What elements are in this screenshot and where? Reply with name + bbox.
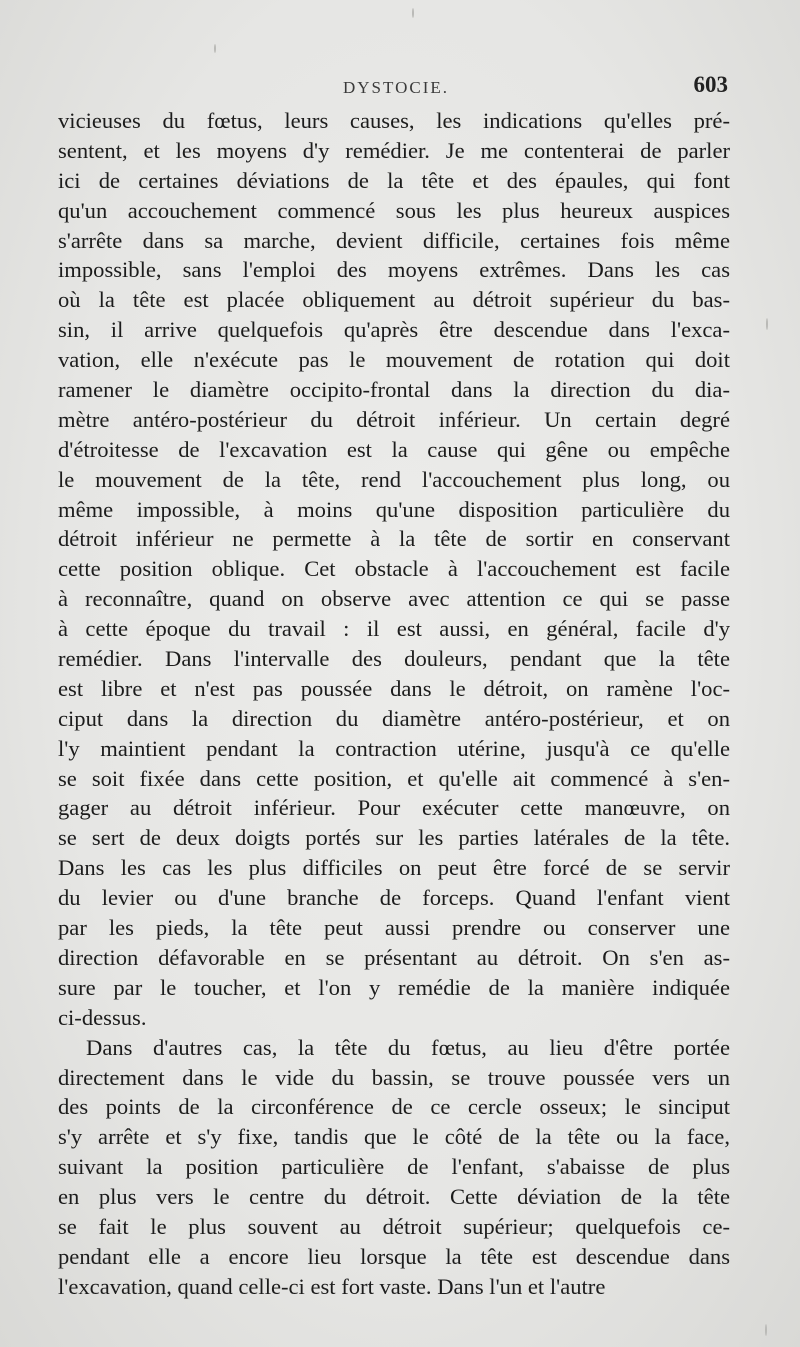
text-line: ci-dessus. <box>58 1004 147 1030</box>
text-line: qu'un accouchement commencé sous les plus heureux auspices <box>58 197 730 223</box>
text-line: ramener le diamètre occipito-frontal dans la direction du dia- <box>58 377 730 403</box>
paper-speck <box>766 318 768 330</box>
text-line: l'excavation, quand celle-ci est fort vaste. Dans l'un et l'autre <box>58 1273 606 1299</box>
text-line: où la tête est placée obliquement au détroit supérieur du bas- <box>58 287 730 313</box>
text-line: des points de la circonférence de ce cercle osseux; le sinciput <box>58 1094 730 1120</box>
text-line: direction défavorable en se présentant au détroit. On s'en as- <box>58 944 730 970</box>
text-line: ici de certaines déviations de la tête et des épaules, qui font <box>58 167 730 193</box>
text-line: directement dans le vide du bassin, se trouve poussée vers un <box>58 1064 730 1090</box>
paper-speck <box>412 8 414 18</box>
text-line: se sert de deux doigts portés sur les parties latérales de la tête. <box>58 825 730 851</box>
page-header <box>58 72 728 102</box>
text-line: ciput dans la direction du diamètre antéro-postérieur, et on <box>58 705 730 731</box>
text-line: est libre et n'est pas poussée dans le détroit, on ramène l'oc- <box>58 675 730 701</box>
text-line: s'y arrête et s'y fixe, tandis que le côté de la tête ou la face, <box>58 1124 730 1150</box>
text-line: même impossible, à moins qu'une disposition particulière du <box>58 496 730 522</box>
paper-speck <box>765 1324 767 1336</box>
text-line: du levier ou d'une branche de forceps. Quand l'enfant vient <box>58 885 730 911</box>
text-line: sin, il arrive quelquefois qu'après être descendue dans l'exca- <box>58 317 730 343</box>
text-line: à reconnaître, quand on observe avec attention ce qui se passe <box>58 586 730 612</box>
text-line: l'y maintient pendant la contraction utérine, jusqu'à ce qu'elle <box>58 735 730 761</box>
text-line: d'étroitesse de l'excavation est la cause qui gêne ou empêche <box>58 436 730 462</box>
text-line: en plus vers le centre du détroit. Cette déviation de la tête <box>58 1184 730 1210</box>
text-line: mètre antéro-postérieur du détroit inférieur. Un certain degré <box>58 406 730 432</box>
body-text <box>58 106 730 1302</box>
text-line: pendant elle a encore lieu lorsque la tête est descendue dans <box>58 1243 730 1269</box>
text-line: se fait le plus souvent au détroit supérieur; quelquefois ce- <box>58 1213 730 1239</box>
text-line: vicieuses du fœtus, leurs causes, les indications qu'elles pré- <box>58 108 730 133</box>
text-line: gager au détroit inférieur. Pour exécuter cette manœuvre, on <box>58 795 730 821</box>
page-number: 603 <box>693 72 728 97</box>
text-line: détroit inférieur ne permette à la tête de sortir en conservant <box>58 526 730 552</box>
running-head: DYSTOCIE. <box>343 78 449 97</box>
text-line: le mouvement de la tête, rend l'accouchement plus long, ou <box>58 466 730 492</box>
text-line: s'arrête dans sa marche, devient difficile, certaines fois même <box>58 227 730 253</box>
text-line: sentent, et les moyens d'y remédier. Je me contenterai de parler <box>58 137 730 163</box>
text-line: Dans les cas les plus difficiles on peut être forcé de se servir <box>58 855 730 881</box>
text-line: sure par le toucher, et l'on y remédie de la manière indiquée <box>58 974 730 1000</box>
text-line: impossible, sans l'emploi des moyens extrêmes. Dans les cas <box>58 257 730 283</box>
text-line: vation, elle n'exécute pas le mouvement de rotation qui doit <box>58 347 730 373</box>
paragraph <box>58 1033 730 1302</box>
paragraph <box>58 106 730 1033</box>
text-line: remédier. Dans l'intervalle des douleurs, pendant que la tête <box>58 646 730 672</box>
text-line: cette position oblique. Cet obstacle à l'accouchement est facile <box>58 556 730 582</box>
paper-speck <box>214 44 216 53</box>
text-line: à cette époque du travail : il est aussi, en général, facile d'y <box>58 616 730 642</box>
text-line: Dans d'autres cas, la tête du fœtus, au lieu d'être portée <box>86 1034 730 1060</box>
text-line: par les pieds, la tête peut aussi prendre ou conserver une <box>58 915 730 941</box>
text-line: suivant la position particulière de l'enfant, s'abaisse de plus <box>58 1154 730 1180</box>
text-line: se soit fixée dans cette position, et qu'elle ait commencé à s'en- <box>58 765 730 791</box>
